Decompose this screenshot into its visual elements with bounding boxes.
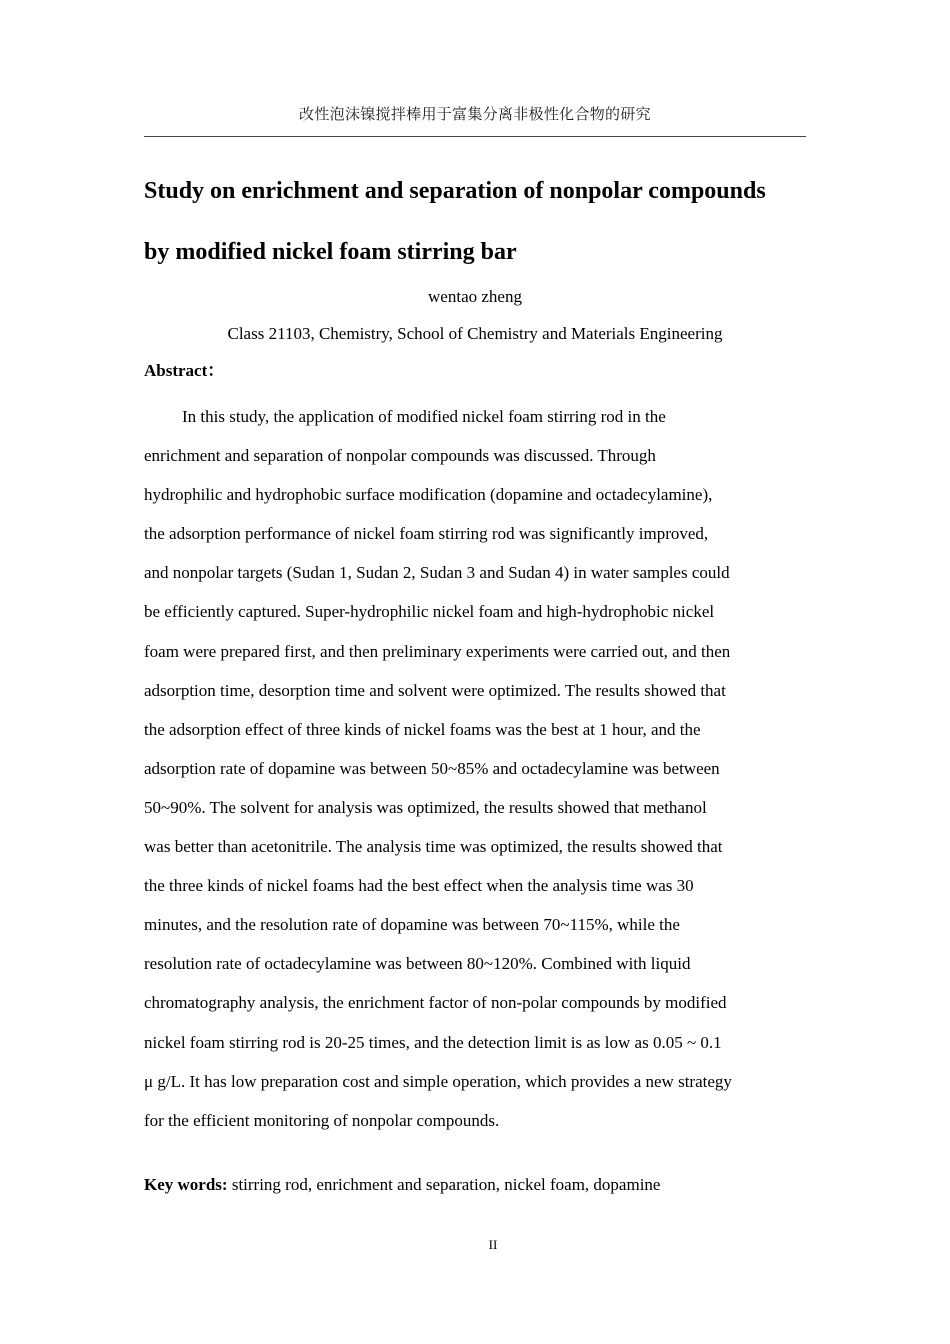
- title-line: by modified nickel foam stirring bar: [144, 239, 517, 265]
- author-name: wentao zheng: [428, 287, 522, 306]
- abstract-line: adsorption rate of dopamine was between 50~85% and octadecylamine was between: [144, 758, 720, 778]
- title-line: Study on enrichment and separation of nonpolar compounds: [144, 178, 766, 204]
- abstract-line: enrichment and separation of nonpolar compounds was discussed. Through: [144, 446, 656, 466]
- keywords-label: Key words:: [144, 1175, 228, 1194]
- author-affiliation: Class 21103, Chemistry, School of Chemistry and Materials Engineering: [227, 324, 723, 343]
- abstract-line: for the efficient monitoring of nonpolar compounds.: [144, 1110, 500, 1130]
- abstract-line: and nonpolar targets (Sudan 1, Sudan 2, Sudan 3 and Sudan 4) in water samples could: [144, 563, 730, 583]
- abstract-line: μ g/L. It has low preparation cost and simple operation, which provides a new strategy: [144, 1071, 732, 1091]
- keywords-text: stirring rod, enrichment and separation, nickel foam, dopamine: [227, 1175, 661, 1194]
- abstract-line: adsorption time, desorption time and solvent were optimized. The results showed that: [144, 680, 726, 700]
- abstract-line: the adsorption performance of nickel foam stirring rod was significantly improved,: [144, 524, 709, 544]
- abstract-line: was better than acetonitrile. The analysis time was optimized, the results showed that: [144, 837, 723, 857]
- abstract-line: In this study, the application of modified nickel foam stirring rod in the: [182, 407, 666, 426]
- abstract-heading: Abstract：: [144, 361, 225, 380]
- abstract-body: [144, 397, 824, 1140]
- paper-title: [144, 161, 824, 283]
- page-number: II: [488, 1237, 498, 1252]
- abstract-line: foam were prepared first, and then preliminary experiments were carried out, and then: [144, 641, 731, 661]
- abstract-line: nickel foam stirring rod is 20-25 times, and the detection limit is as low as 0.05 ~ 0.1: [144, 1032, 722, 1052]
- abstract-line: chromatography analysis, the enrichment factor of non-polar compounds by modified: [144, 993, 727, 1013]
- abstract-line: be efficiently captured. Super-hydrophilic nickel foam and high-hydrophobic nickel: [144, 602, 715, 622]
- abstract-line: the adsorption effect of three kinds of nickel foams was the best at 1 hour, and the: [144, 719, 701, 739]
- keywords: [144, 1174, 660, 1196]
- running-header: 改性泡沫镍搅拌棒用于富集分离非极性化合物的研究: [299, 105, 651, 123]
- abstract-line: 50~90%. The solvent for analysis was optimized, the results showed that methanol: [144, 797, 707, 817]
- abstract-line: the three kinds of nickel foams had the best effect when the analysis time was 30: [144, 876, 694, 896]
- abstract-line: hydrophilic and hydrophobic surface modification (dopamine and octadecylamine),: [144, 485, 713, 505]
- header-divider: [144, 136, 806, 137]
- abstract-line: resolution rate of octadecylamine was between 80~120%. Combined with liquid: [144, 954, 691, 974]
- abstract-line: minutes, and the resolution rate of dopamine was between 70~115%, while the: [144, 915, 680, 935]
